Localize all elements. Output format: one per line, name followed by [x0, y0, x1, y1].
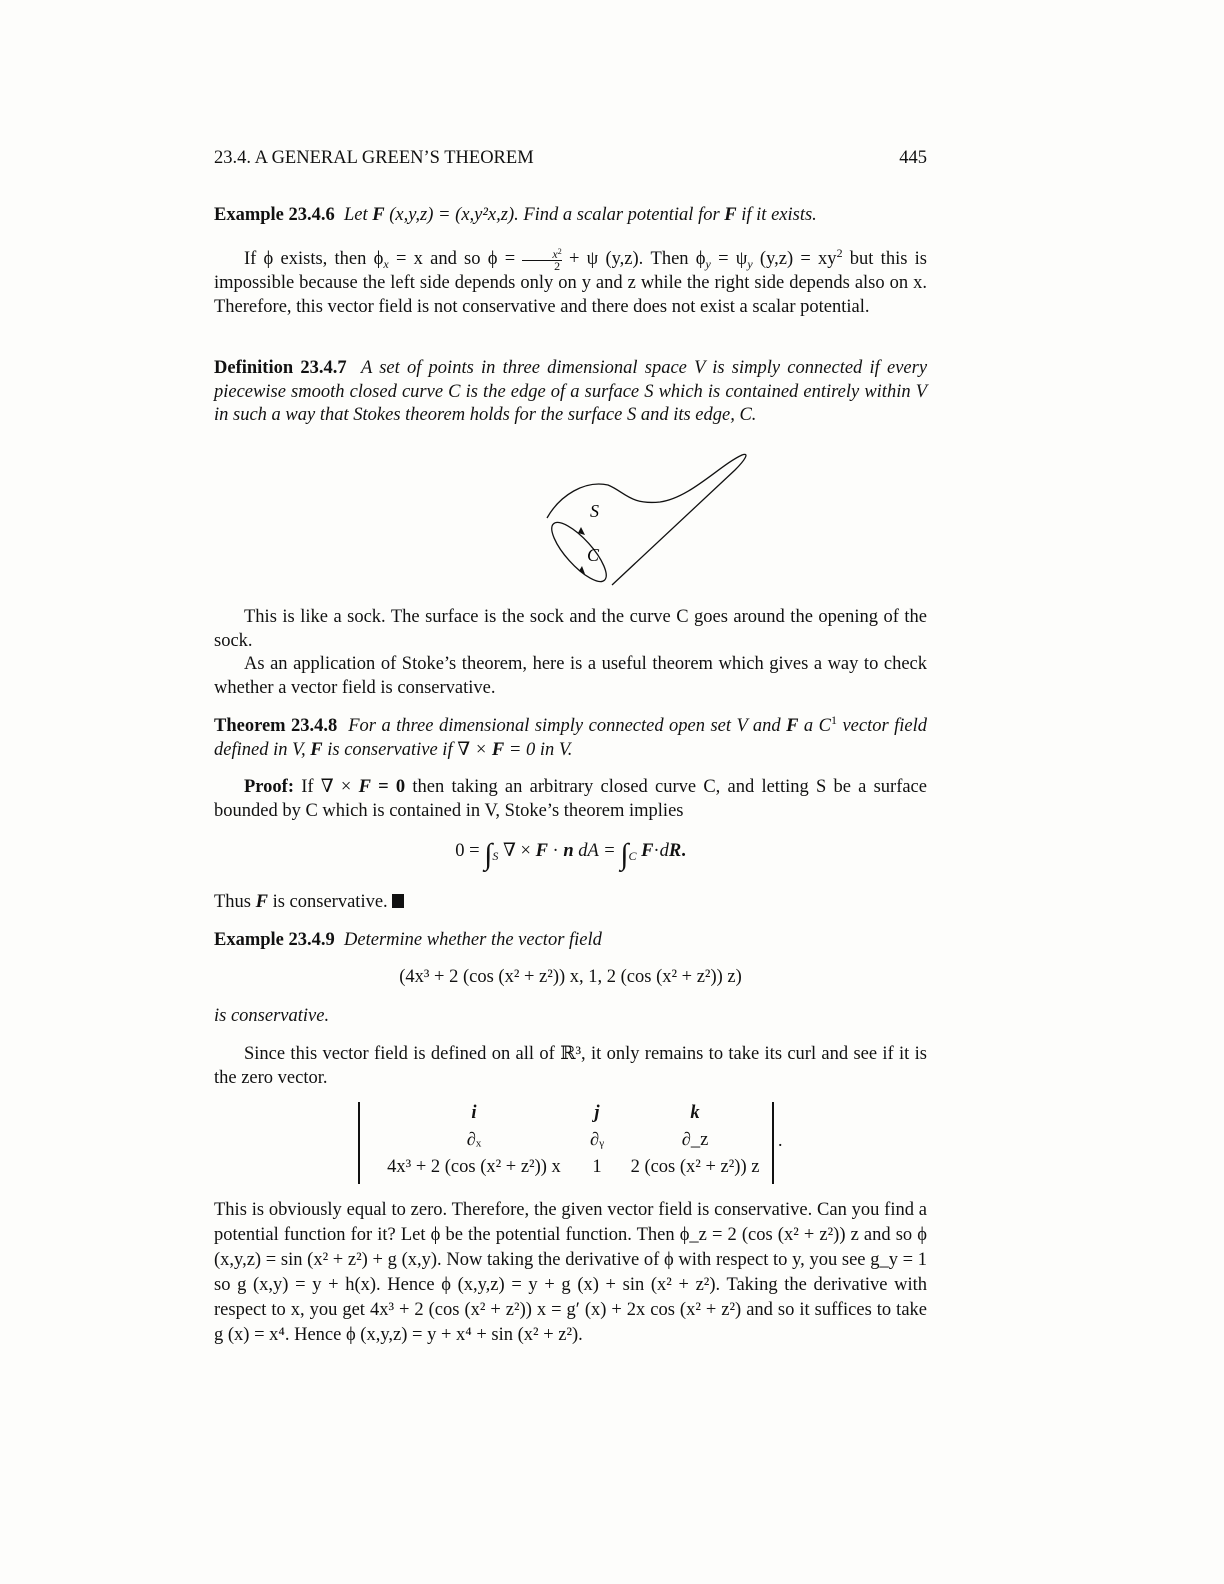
definition-text: A set of points in three dimensional space V is simply connected if every piecewise smooth closed curve C is the edge of a surface S which is contained entirely within V in such a way that Stokes theorem holds for the surface S and its edge, C.	[214, 358, 928, 426]
vector-field-expression: (4x³ + 2 (cos (x² + z²)) x, 1, 2 (cos (x² + z²)) z)	[399, 967, 742, 987]
curve-label: C	[587, 545, 600, 565]
running-header	[214, 148, 927, 169]
example-label: Example 23.4.9	[214, 930, 335, 950]
definition-23-4-7	[214, 357, 927, 428]
theorem-label: Theorem 23.4.8	[214, 716, 338, 736]
sock-paragraph: This is like a sock. The surface is the sock and the curve C goes around the opening of the sock.	[214, 607, 927, 651]
curl-determinant	[358, 1100, 783, 1186]
fraction-x2-over-2: $\frac{x^2}{2}$	[522, 249, 561, 272]
determinant-left-bar	[358, 1102, 360, 1184]
qed-square-icon	[392, 894, 404, 908]
proof-label: Proof:	[244, 777, 294, 797]
application-paragraph: As an application of Stoke’s theorem, here is a useful theorem which gives a way to check whether a vector field is conservative.	[214, 654, 927, 698]
definition-label: Definition 23.4.7	[214, 358, 347, 378]
example-23-4-6-solution: If ϕ exists, then $\phi_x = x$ and so ϕ = $\frac{x^2}{2}$ + ψ (y,z). Then $\phi_y = \psi_y$ $(y,z) = xy^2$ but this is impossible because the left side depends only on y and z while the right side depends also on x. Therefore, this vector field is not conservative and there does not exist a scalar potential.	[214, 246, 927, 317]
curve-c-ellipse	[544, 515, 614, 589]
potential-function-paragraph: This is obviously equal to zero. Therefore, the given vector field is conservative. Can you find a potential function for it? Let ϕ be the potential function. Then ϕ_z = 2 (cos (x² + z²)) z and so ϕ (x,y,z) = sin (x² + z²) + g (x,y). Now taking the derivative of ϕ with respect to y, you see g_y = 1 so g (x,y) = y + h(x). Hence ϕ (x,y,z) = y + g (x) + sin (x² + z²). Taking the derivative with respect to x, you get 4x³ + 2 (cos (x² + z²)) x = g′ (x) + 2x cos (x² + z²) and so it suffices to take g (x) = x⁴. Hence ϕ (x,y,z) = y + x⁴ + sin (x² + z²).	[214, 1200, 927, 1345]
determinant-period: .	[778, 1130, 783, 1150]
theorem-23-4-8: Theorem 23.4.8 For a three dimensional simply connected open set V and F a $C^1$ vector field defined in V, F is conservative if ∇ × F = 0 in V.	[214, 713, 928, 760]
curl-intro-paragraph: Since this vector field is defined on all of ℝ³, it only remains to take its curl and see if it is the zero vector.	[214, 1044, 927, 1088]
statement-end: is conservative.	[214, 1006, 330, 1026]
page-number: 445	[899, 148, 927, 168]
section-title: 23.4. A GENERAL GREEN’S THEOREM	[214, 148, 534, 168]
sock-surface-figure	[530, 440, 760, 590]
determinant-matrix: i j k ∂ₓ ∂ᵧ ∂_z 4x³ + 2 (cos (x² + z²)) x 1 2 (cos (x² + z²)) z	[387, 1103, 760, 1177]
example-label: Example 23.4.6	[214, 205, 335, 225]
stokes-equation: $0 = \int_S$ ∇ × F · n dA = $\int_C$ F·dR.	[455, 838, 686, 871]
proof-paragraph: Proof: If ∇ × F = 0 then taking an arbitrary closed curve C, and letting S be a surface bounded by C which is contained in V, Stoke’s theorem implies	[214, 777, 927, 821]
example-23-4-9-statement: Example 23.4.9 Determine whether the vector field	[214, 930, 602, 950]
example-23-4-6-statement: Example 23.4.6 Let F (x,y,z) = (x,y²x,z). Find a scalar potential for F if it exists.	[214, 205, 817, 225]
surface-outline	[547, 454, 746, 585]
proof-conclusion: Thus F is conservative.	[214, 891, 927, 915]
surface-label: S	[590, 501, 599, 521]
